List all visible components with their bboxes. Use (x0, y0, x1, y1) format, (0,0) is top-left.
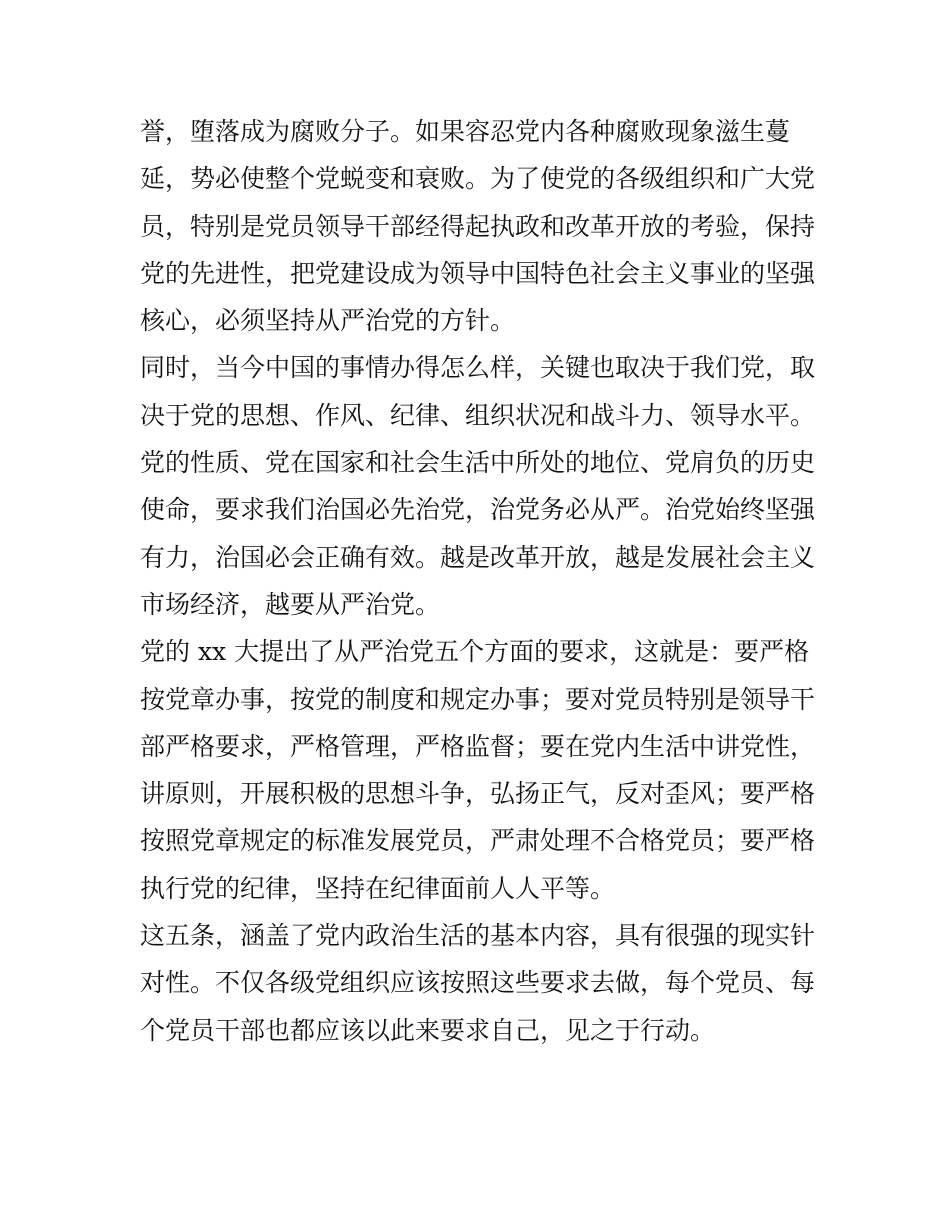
text-line: 部严格要求，严格管理，严格监督；要在党内生活中讲党性， (140, 731, 816, 761)
text-line: 讲原则，开展积极的思想斗争，弘扬正气，反对歪风；要严格 (140, 779, 816, 809)
text-line: 党的 xx 大提出了从严治党五个方面的要求，这就是：要严格 (140, 637, 810, 667)
text-line: 个党员干部也都应该以此来要求自己，见之于行动。 (140, 1015, 716, 1045)
text-line: 延，势必使整个党蜕变和衰败。为了使党的各级组织和广大党 (140, 164, 816, 194)
text-line: 市场经济，越要从严治党。 (140, 589, 441, 619)
text-line: 决于党的思想、作风、纪律、组织状况和战斗力、领导水平。 (140, 400, 816, 430)
text-line: 核心，必须坚持从严治党的方针。 (140, 306, 516, 336)
text-line: 按照党章规定的标准发展党员，严肃处理不合格党员；要严格 (140, 826, 816, 856)
text-line: 员，特别是党员领导干部经得起执政和改革开放的考验，保持 (140, 211, 816, 241)
text-line: 执行党的纪律，坚持在纪律面前人人平等。 (140, 873, 616, 903)
text-line: 同时，当今中国的事情办得怎么样，关键也取决于我们党，取 (140, 353, 816, 383)
text-line: 按党章办事，按党的制度和规定办事；要对党员特别是领导干 (140, 684, 816, 714)
document-body (140, 108, 820, 1054)
text-line: 对性。不仅各级党组织应该按照这些要求去做，每个党员、每 (140, 968, 816, 998)
text-line: 誉，堕落成为腐败分子。如果容忍党内各种腐败现象滋生蔓 (140, 117, 791, 146)
text-line: 党的先进性，把党建设成为领导中国特色社会主义事业的坚强 (140, 258, 816, 288)
text-line: 党的性质、党在国家和社会生活中所处的地位、党肩负的历史 (140, 448, 816, 478)
text-line: 使命，要求我们治国必先治党，治党务必从严。治党始终坚强 (140, 495, 816, 525)
text-line: 这五条，涵盖了党内政治生活的基本内容，具有很强的现实针 (140, 921, 816, 951)
text-line: 有力，治国必会正确有效。越是改革开放，越是发展社会主义 (140, 542, 816, 572)
